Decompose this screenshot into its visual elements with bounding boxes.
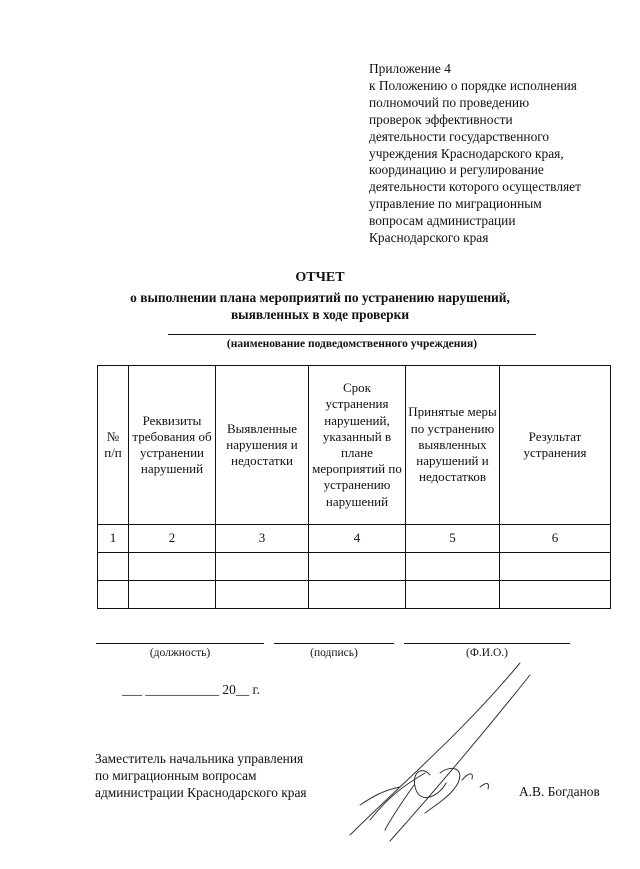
fio-line[interactable]: [404, 643, 570, 644]
column-number: 6: [500, 525, 611, 553]
appendix-line: проверок эффективности: [369, 111, 513, 127]
header-violations: Выявленные нарушения и недостатки: [216, 366, 309, 525]
table-cell[interactable]: [98, 553, 129, 581]
header-measures: Принятые меры по устранению выявленных нарушений и недостатков: [406, 366, 500, 525]
report-table: [97, 365, 611, 609]
table-cell[interactable]: [309, 581, 406, 609]
signer-name: А.В. Богданов: [519, 784, 600, 799]
signer-title: [95, 750, 307, 801]
handwritten-signature: [330, 655, 550, 845]
signature-line[interactable]: [274, 643, 394, 644]
table-cell[interactable]: [129, 553, 216, 581]
table-cell[interactable]: [129, 581, 216, 609]
signature-caption: (подпись): [310, 647, 358, 659]
table-cell[interactable]: [500, 553, 611, 581]
appendix-line: к Положению о порядке исполнения: [369, 77, 577, 93]
column-number: 5: [406, 525, 500, 553]
table-cell[interactable]: [406, 553, 500, 581]
column-number: 2: [129, 525, 216, 553]
appendix-line: деятельности которого осуществляет: [369, 179, 581, 195]
column-number: 3: [216, 525, 309, 553]
table-cell[interactable]: [500, 581, 611, 609]
institution-name-line[interactable]: [168, 334, 536, 335]
table-cell[interactable]: [406, 581, 500, 609]
position-caption: (должность): [149, 647, 211, 659]
appendix-line: учреждения Краснодарского края,: [369, 145, 564, 161]
header-result: Результат устранения: [500, 366, 611, 525]
appendix-line: Краснодарского края: [369, 230, 489, 246]
appendix-line: управление по миграционным: [369, 196, 542, 212]
signer-title-line: администрации Краснодарского края: [95, 785, 307, 800]
table-cell[interactable]: [309, 553, 406, 581]
document-subtitle-line-1: о выполнении плана мероприятий по устранению нарушений,: [130, 290, 510, 305]
appendix-line: полномочий по проведению: [369, 94, 530, 110]
appendix-line: координацию и регулирование: [369, 162, 544, 178]
appendix-line: деятельности государственного: [369, 128, 550, 144]
header-number: № п/п: [98, 366, 129, 525]
fio-caption: (Ф.И.О.): [466, 647, 508, 659]
table-row: [98, 553, 611, 581]
document-subtitle-line-2: выявленных в ходе проверки: [230, 307, 410, 322]
column-number: 1: [98, 525, 129, 553]
signer-title-line: по миграционным вопросам: [95, 768, 257, 783]
table-row: [98, 581, 611, 609]
appendix-block: [369, 61, 581, 247]
document-title: ОТЧЕТ: [295, 270, 345, 285]
institution-caption: (наименование подведомственного учреждения): [226, 338, 478, 350]
date-line: ___ ___________ 20__ г.: [122, 682, 260, 697]
appendix-line: вопросам администрации: [369, 213, 516, 229]
table-cell[interactable]: [216, 553, 309, 581]
table-cell[interactable]: [98, 581, 129, 609]
table-header-row: [98, 366, 611, 525]
header-requirement-details: Реквизиты требования об устранении нарушений: [129, 366, 216, 525]
position-line[interactable]: [96, 643, 264, 644]
table-cell[interactable]: [216, 581, 309, 609]
appendix-line: Приложение 4: [369, 61, 451, 76]
table-number-row: [98, 525, 611, 553]
column-number: 4: [309, 525, 406, 553]
signer-title-line: Заместитель начальника управления: [95, 751, 304, 766]
header-deadline: Срок устранения нарушений, указанный в плане мероприятий по устранению нарушений: [309, 366, 406, 525]
